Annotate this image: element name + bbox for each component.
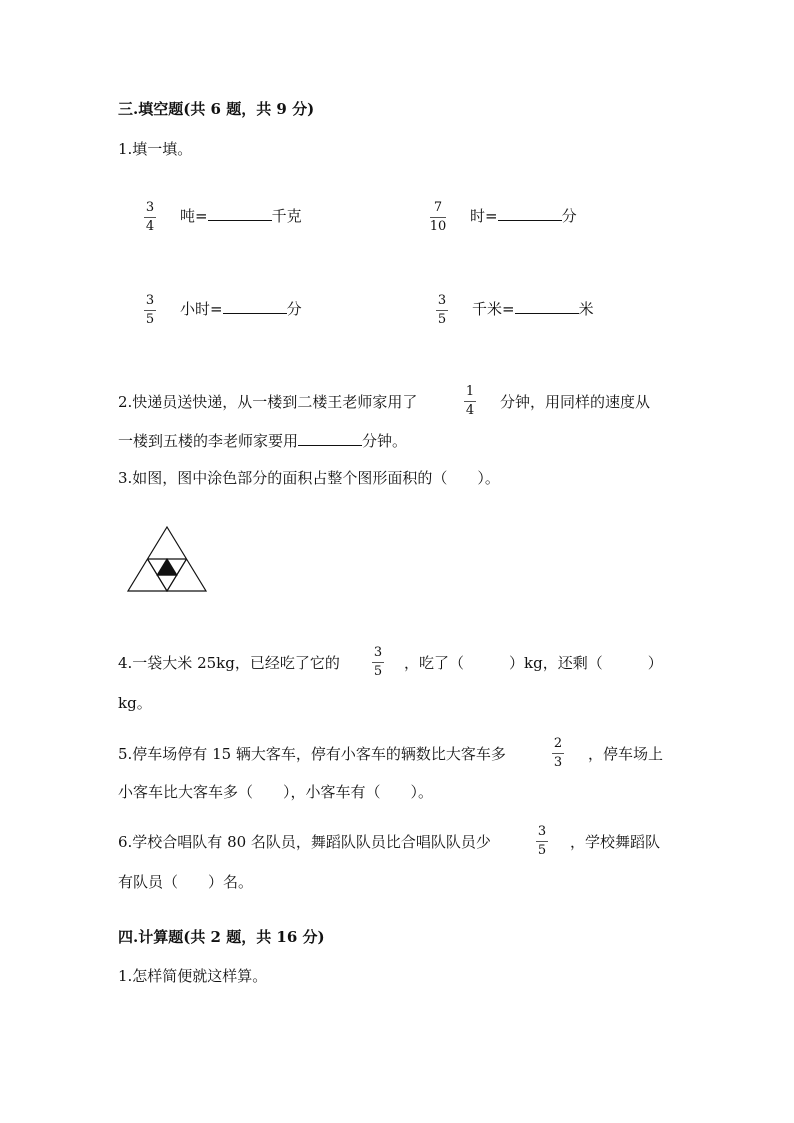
q5-line1-before: 5.停车场停有 15 辆大客车，停有小客车的辆数比大客车多 xyxy=(118,745,506,763)
q4-line1-before: 4.一袋大米 25kg，已经吃了它的 xyxy=(118,654,340,672)
fraction-denominator: 3 xyxy=(553,755,563,770)
fraction-denominator: 4 xyxy=(145,219,155,234)
fraction-denominator: 4 xyxy=(465,403,475,418)
unit-before: 小时= xyxy=(180,300,223,318)
q4-line2: kg。 xyxy=(118,694,152,712)
unit-after: 千克 xyxy=(271,207,302,225)
q4-line1-after: ，吃了（ ）kg，还剩（ ） xyxy=(404,654,663,672)
fraction-numerator: 2 xyxy=(553,736,563,751)
fraction-denominator: 5 xyxy=(537,843,547,858)
q1-item2-text xyxy=(470,205,577,226)
answer-blank[interactable] xyxy=(298,431,362,446)
fraction-denominator: 5 xyxy=(437,312,447,327)
q2-line2-before: 一楼到五楼的李老师家要用 xyxy=(118,432,299,450)
fraction-numerator: 3 xyxy=(373,645,383,660)
fraction-numerator: 3 xyxy=(537,824,547,839)
q3-text: 3.如图，图中涂色部分的面积占整个图形面积的（ ）。 xyxy=(118,469,500,487)
answer-blank[interactable] xyxy=(515,299,579,314)
unit-after: 米 xyxy=(578,300,594,318)
q2-line2-after: 分钟。 xyxy=(362,432,408,450)
s4-q1-label: 1.怎样简便就这样算。 xyxy=(118,967,268,985)
answer-blank[interactable] xyxy=(208,206,272,221)
fraction-numerator: 3 xyxy=(145,200,155,215)
q4-fraction xyxy=(370,646,386,679)
q6-line1-before: 6.学校合唱队有 80 名队员，舞蹈队队员比合唱队队员少 xyxy=(118,833,491,851)
q6-line2: 有队员（ ）名。 xyxy=(118,873,254,891)
fraction-denominator: 10 xyxy=(429,219,447,234)
q1-item2-fraction xyxy=(428,201,448,234)
q2-line1-before: 2.快递员送快递，从一楼到二楼王老师家用了 xyxy=(118,393,418,411)
q1-item3-fraction xyxy=(142,294,158,327)
unit-before: 吨= xyxy=(180,207,208,225)
fraction-numerator: 3 xyxy=(145,293,155,308)
fraction-numerator: 3 xyxy=(437,293,447,308)
unit-after: 分 xyxy=(561,207,577,225)
answer-blank[interactable] xyxy=(498,206,562,221)
q2-line2 xyxy=(118,430,407,451)
fraction-denominator: 5 xyxy=(373,664,383,679)
fraction-numerator: 1 xyxy=(465,384,475,399)
q1-label: 1.填一填。 xyxy=(118,140,193,158)
unit-before: 千米= xyxy=(472,300,515,318)
section4-heading: 四.计算题(共 2 题，共 16 分) xyxy=(118,928,325,946)
q1-item1-text xyxy=(180,205,302,226)
q5-line2: 小客车比大客车多（ ），小客车有（ ）。 xyxy=(118,783,434,801)
q5-fraction xyxy=(550,737,566,770)
section3-heading: 三.填空题(共 6 题，共 9 分) xyxy=(118,100,315,118)
triangle-figure xyxy=(126,525,208,593)
fraction-numerator: 7 xyxy=(433,200,443,215)
q1-item4-text xyxy=(472,298,594,319)
unit-before: 时= xyxy=(470,207,498,225)
fraction-denominator: 5 xyxy=(145,312,155,327)
q1-item4-fraction xyxy=(434,294,450,327)
q2-fraction xyxy=(462,385,478,418)
q6-line1-after: ，学校舞蹈队 xyxy=(570,833,661,851)
answer-blank[interactable] xyxy=(223,299,287,314)
q2-line1-after: 分钟，用同样的速度从 xyxy=(500,393,651,411)
q1-item3-text xyxy=(180,298,302,319)
q1-item1-fraction xyxy=(142,201,158,234)
q5-line1-after: ，停车场上 xyxy=(588,745,664,763)
q6-fraction xyxy=(534,825,550,858)
unit-after: 分 xyxy=(286,300,302,318)
